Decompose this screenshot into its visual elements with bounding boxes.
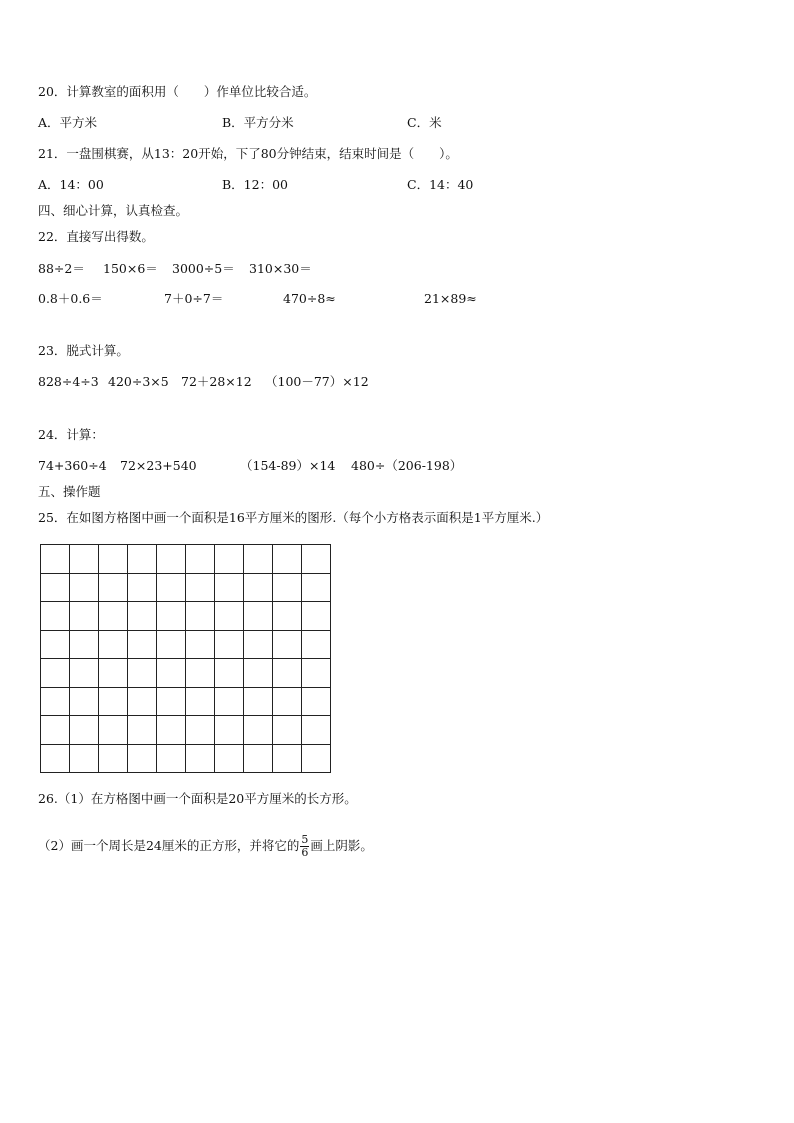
grid-cell [186, 716, 215, 745]
grid-cell [273, 602, 302, 631]
q23-item-1: 828÷4÷3 [38, 374, 99, 389]
q23-stem: 23．脱式计算。 [38, 343, 129, 358]
grid-cell [128, 687, 157, 716]
grid-cell [41, 744, 70, 773]
grid-cell [70, 716, 99, 745]
q21-option-b: B．12：00 [222, 177, 288, 192]
grid-cell [157, 602, 186, 631]
grid-cell [70, 545, 99, 574]
grid-cell [215, 602, 244, 631]
grid-cell [157, 630, 186, 659]
grid-cell [41, 687, 70, 716]
grid-cell [128, 716, 157, 745]
grid-cell [244, 545, 273, 574]
q22-item-2: 150×6＝ [103, 261, 158, 276]
grid-cell [273, 545, 302, 574]
q20-stem: 20．计算教室的面积用（ ）作单位比较合适。 [38, 84, 317, 99]
grid-cell [215, 545, 244, 574]
grid-cell [70, 659, 99, 688]
grid-cell [302, 630, 331, 659]
grid-row [41, 687, 331, 716]
grid-cell [215, 716, 244, 745]
grid-cell [41, 573, 70, 602]
fraction-numerator: 5 [301, 833, 309, 846]
grid-cell [215, 687, 244, 716]
grid-cell [215, 573, 244, 602]
grid-cell [244, 716, 273, 745]
grid-cell [157, 687, 186, 716]
q21-option-c: C．14：40 [407, 177, 474, 192]
q22-stem: 22．直接写出得数。 [38, 229, 154, 244]
q26-part-2-text: （2）画一个周长是24厘米的正方形，并将它的 [38, 838, 300, 853]
q22-item-4: 310×30＝ [249, 261, 312, 276]
grid-cell [186, 630, 215, 659]
grid-cell [70, 602, 99, 631]
grid-cell [99, 573, 128, 602]
grid-cell [186, 545, 215, 574]
grid-cell [70, 573, 99, 602]
q20-option-b: B．平方分米 [222, 115, 294, 130]
grid-cell [302, 744, 331, 773]
grid-cell [273, 716, 302, 745]
q24-item-1: 74+360÷4 [38, 458, 107, 473]
grid-cell [302, 545, 331, 574]
grid-cell [41, 716, 70, 745]
section-4-heading: 四、细心计算，认真检查。 [38, 203, 189, 218]
grid-cell [70, 744, 99, 773]
grid-cell [128, 602, 157, 631]
grid-cell [99, 659, 128, 688]
grid-cell [244, 687, 273, 716]
grid-cell [99, 716, 128, 745]
grid-cell [70, 630, 99, 659]
grid-cell [128, 659, 157, 688]
grid-cell [186, 687, 215, 716]
q20-option-c: C．米 [407, 115, 442, 130]
q23-item-4: （100－77）×12 [265, 374, 369, 389]
grid-cell [273, 744, 302, 773]
fraction-denominator: 6 [301, 846, 309, 859]
fraction-five-sixths [300, 834, 309, 859]
section-5-heading: 五、操作题 [38, 484, 101, 499]
square-grid [40, 544, 331, 773]
grid-cell [157, 716, 186, 745]
q22-item-7: 470÷8≈ [283, 291, 336, 306]
grid-cell [273, 573, 302, 602]
grid-cell [157, 545, 186, 574]
grid-cell [99, 545, 128, 574]
q22-item-5: 0.8＋0.6＝ [38, 291, 103, 306]
grid-cell [273, 659, 302, 688]
q21-option-a: A．14：00 [38, 177, 104, 192]
grid-cell [186, 602, 215, 631]
grid-cell [215, 659, 244, 688]
grid-cell [41, 545, 70, 574]
grid-cell [244, 630, 273, 659]
grid-row [41, 716, 331, 745]
grid-cell [186, 659, 215, 688]
grid-cell [41, 602, 70, 631]
grid-row [41, 744, 331, 773]
q24-item-2: 72×23+540 [120, 458, 197, 473]
q22-item-6: 7＋0÷7＝ [164, 291, 224, 306]
grid-cell [302, 602, 331, 631]
grid-cell [186, 573, 215, 602]
grid-cell [99, 744, 128, 773]
q24-item-3: （154-89）×14 [240, 458, 336, 473]
grid-row [41, 659, 331, 688]
grid-cell [244, 602, 273, 631]
grid-cell [70, 687, 99, 716]
grid-cell [157, 744, 186, 773]
grid-cell [41, 630, 70, 659]
grid-cell [128, 630, 157, 659]
grid-cell [273, 687, 302, 716]
q26-part-2-tail: 画上阴影。 [310, 838, 373, 853]
q20-option-a: A．平方米 [38, 115, 98, 130]
grid-cell [302, 659, 331, 688]
q26-part-2 [38, 828, 373, 864]
grid-cell [215, 744, 244, 773]
q26-part-1: 26.（1）在方格图中画一个面积是20平方厘米的长方形。 [38, 791, 357, 806]
q25-stem: 25．在如图方格图中画一个面积是16平方厘米的图形.（每个小方格表示面积是1平方厘米.） [38, 510, 549, 525]
grid-row [41, 573, 331, 602]
q24-item-4: 480÷（206-198） [351, 458, 463, 473]
grid-cell [302, 573, 331, 602]
grid-cell [273, 630, 302, 659]
grid-cell [157, 573, 186, 602]
grid-row [41, 602, 331, 631]
grid-cell [41, 659, 70, 688]
grid-cell [244, 744, 273, 773]
q23-item-2: 420÷3×5 [108, 374, 169, 389]
grid-cell [128, 545, 157, 574]
q22-item-8: 21×89≈ [424, 291, 477, 306]
grid-cell [244, 659, 273, 688]
grid-cell [157, 659, 186, 688]
grid-cell [215, 630, 244, 659]
q24-stem: 24．计算： [38, 427, 104, 442]
grid-cell [186, 744, 215, 773]
grid-cell [244, 573, 273, 602]
grid-cell [128, 573, 157, 602]
grid-cell [99, 630, 128, 659]
q22-item-3: 3000÷5＝ [172, 261, 235, 276]
grid-row [41, 545, 331, 574]
q23-item-3: 72＋28×12 [181, 374, 252, 389]
grid-cell [99, 602, 128, 631]
grid-cell [128, 744, 157, 773]
q21-stem: 21．一盘围棋赛，从13：20开始，下了80分钟结束，结束时间是（ ）。 [38, 146, 458, 161]
grid-cell [302, 716, 331, 745]
grid-cell [99, 687, 128, 716]
grid-row [41, 630, 331, 659]
q22-item-1: 88÷2＝ [38, 261, 85, 276]
grid-cell [302, 687, 331, 716]
